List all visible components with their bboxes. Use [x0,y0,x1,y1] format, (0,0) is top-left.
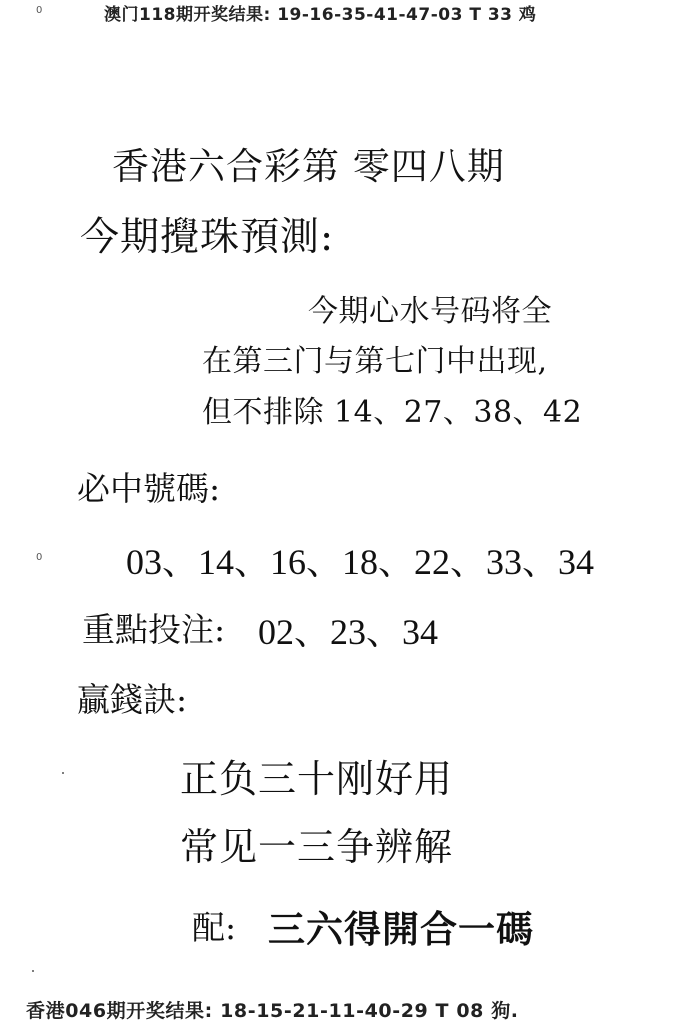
win-secret-heading: 贏錢訣: [77,680,188,719]
corner-marker: 0 [36,5,43,16]
verse-line: 正负三十刚好用 [180,757,454,801]
match-label: 配: [192,908,237,947]
prediction-line: 在第三门与第七门中出现, [202,344,548,379]
macau-result-banner: 澳门118期开奖结果: 19-16-35-41-47-03 T 33 鸡 [104,5,537,25]
prediction-line: 但不排除 14、27、38、42 [202,395,583,430]
page-title: 香港六合彩第 零四八期 [112,145,505,188]
verse-line: 常见一三争辨解 [180,825,454,869]
sure-numbers-list: 03、14、16、18、22、33、34 [126,542,594,582]
side-marker: 0 [36,552,43,563]
hongkong-result-banner: 香港046期开奖结果: 18-15-21-11-40-29 T 08 狗. [26,1000,519,1022]
prediction-heading: 今期攪珠預測: [80,215,335,260]
prediction-line: 今期心水号码将全 [308,294,552,329]
key-bet-label: 重點投注: [82,610,226,649]
sure-numbers-heading: 必中號碼: [77,469,221,508]
key-bet-numbers: 02、23、34 [258,612,439,652]
match-text: 三六得開合一碼 [268,907,534,951]
scan-speck [62,772,64,774]
scan-speck [32,970,34,972]
